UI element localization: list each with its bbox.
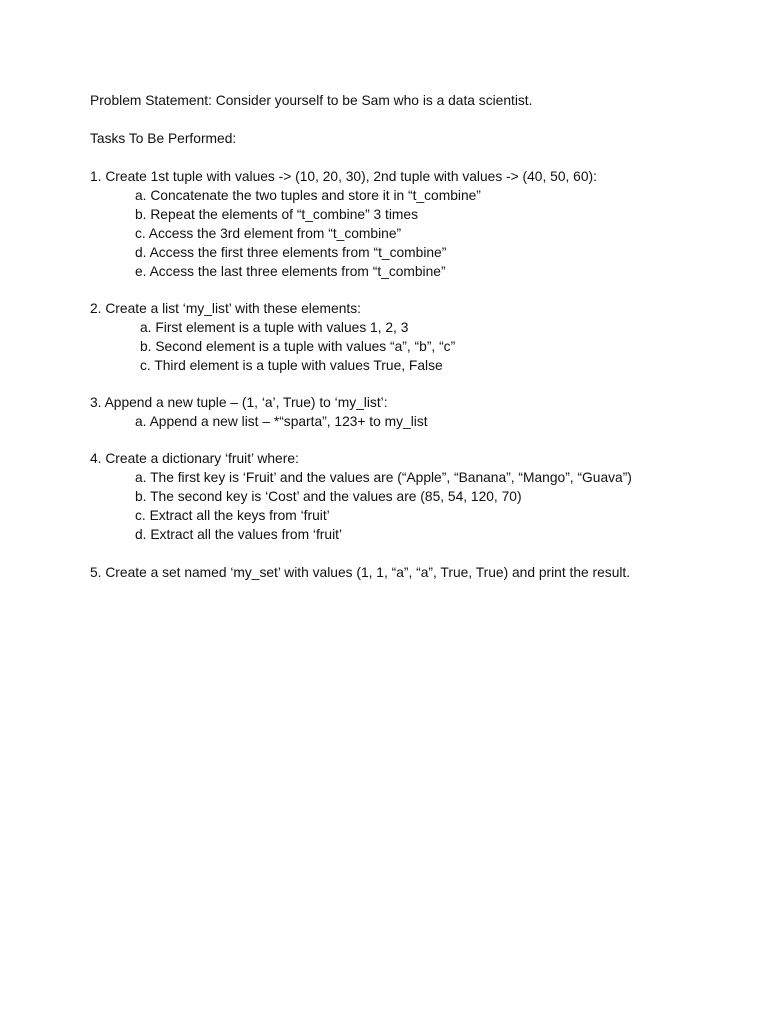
task-4-item-c: c. Extract all the keys from ‘fruit’ [135, 508, 330, 523]
task-1-item-d: d. Access the first three elements from “t_combine” [135, 245, 447, 260]
task-5: 5. Create a set named ‘my_set’ with values (1, 1, “a”, “a”, True, True) and print the result. [90, 565, 631, 580]
task-1-item-c: c. Access the 3rd element from “t_combine” [135, 226, 402, 241]
tasks-heading: Tasks To Be Performed: [90, 131, 237, 146]
task-1-item-b: b. Repeat the elements of “t_combine” 3 times [135, 207, 418, 222]
task-1-item-e: e. Access the last three elements from “t_combine” [135, 264, 446, 279]
task-4-item-a: a. The first key is ‘Fruit’ and the values are (“Apple”, “Banana”, “Mango”, “Guava”) [135, 470, 632, 485]
task-2-item-a: a. First element is a tuple with values 1, 2, 3 [140, 320, 409, 335]
task-2-item-c: c. Third element is a tuple with values True, False [140, 358, 443, 373]
problem-statement: Problem Statement: Consider yourself to be Sam who is a data scientist. [90, 93, 533, 108]
task-1: 1. Create 1st tuple with values -> (10, 20, 30), 2nd tuple with values -> (40, 50, 60): [90, 169, 597, 184]
task-3: 3. Append a new tuple – (1, ‘a’, True) to ‘my_list’: [90, 395, 388, 410]
task-1-item-a: a. Concatenate the two tuples and store it in “t_combine” [135, 188, 481, 203]
task-4: 4. Create a dictionary ‘fruit’ where: [90, 451, 299, 466]
task-4-item-b: b. The second key is ‘Cost’ and the values are (85, 54, 120, 70) [135, 489, 522, 504]
task-4-item-d: d. Extract all the values from ‘fruit’ [135, 527, 343, 542]
task-2-item-b: b. Second element is a tuple with values “a”, “b”, “c” [140, 339, 456, 354]
task-3-item-a: a. Append a new list – *“sparta”, 123+ to my_list [135, 414, 428, 429]
task-2: 2. Create a list ‘my_list’ with these elements: [90, 301, 361, 316]
